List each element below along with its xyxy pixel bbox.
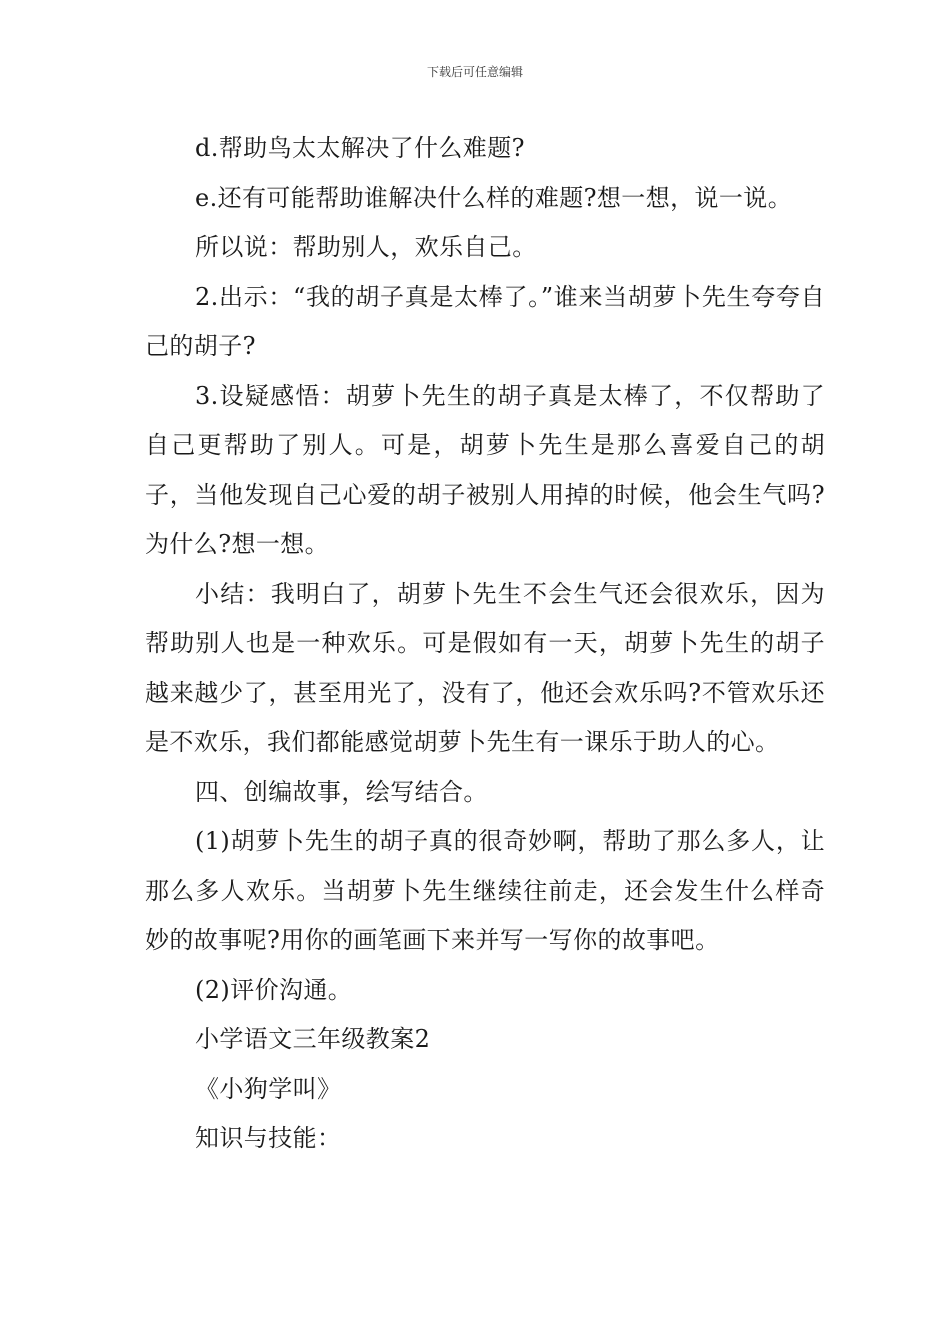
page-header: 下载后可任意编辑 (426, 65, 523, 79)
document-body (145, 124, 825, 1164)
section-heading-4: 四、创编故事，绘写结合。 (195, 777, 488, 806)
lesson-title: 《小狗学叫》 (195, 1074, 342, 1103)
paragraph-item-2: (2)评价沟通。 (195, 975, 353, 1004)
paragraph-item-1: (1)胡萝卜先生的胡子真的很奇妙啊，帮助了那么多人，让那么多人欢乐。当胡萝卜先生继续往前走，还会发生什么样奇妙的故事呢?用你的画笔画下来并写一写你的故事吧。 (145, 827, 825, 954)
objective-heading: 知识与技能： (195, 1124, 342, 1152)
paragraph-d-question: d.帮助鸟太太解决了什么难题? (195, 134, 525, 162)
paragraph-step-2: 2.出示：“我的胡子真是太棒了。”谁来当胡萝卜先生夸夸自己的胡子? (145, 282, 825, 360)
paragraph-conclusion: 所以说：帮助别人，欢乐自己。 (195, 233, 537, 261)
paragraph-e-question: e.还有可能帮助谁解决什么样的难题?想一想，说一说。 (195, 183, 793, 212)
lesson-plan-title: 小学语文三年级教案2 (195, 1025, 431, 1053)
paragraph-summary: 小结：我明白了，胡萝卜先生不会生气还会很欢乐，因为帮助别人也是一种欢乐。可是假如有一天，胡萝卜先生的胡子越来越少了，甚至用光了，没有了，他还会欢乐吗?不管欢乐还是不欢乐，我们都能感觉胡萝卜先生有一课乐于助人的心。 (145, 579, 825, 756)
paragraph-step-3: 3.设疑感悟：胡萝卜先生的胡子真是太棒了，不仅帮助了自己更帮助了别人。可是，胡萝卜先生是那么喜爱自己的胡子，当他发现自己心爱的胡子被别人用掉的时候，他会生气吗?为什么?想一想。 (145, 381, 825, 558)
